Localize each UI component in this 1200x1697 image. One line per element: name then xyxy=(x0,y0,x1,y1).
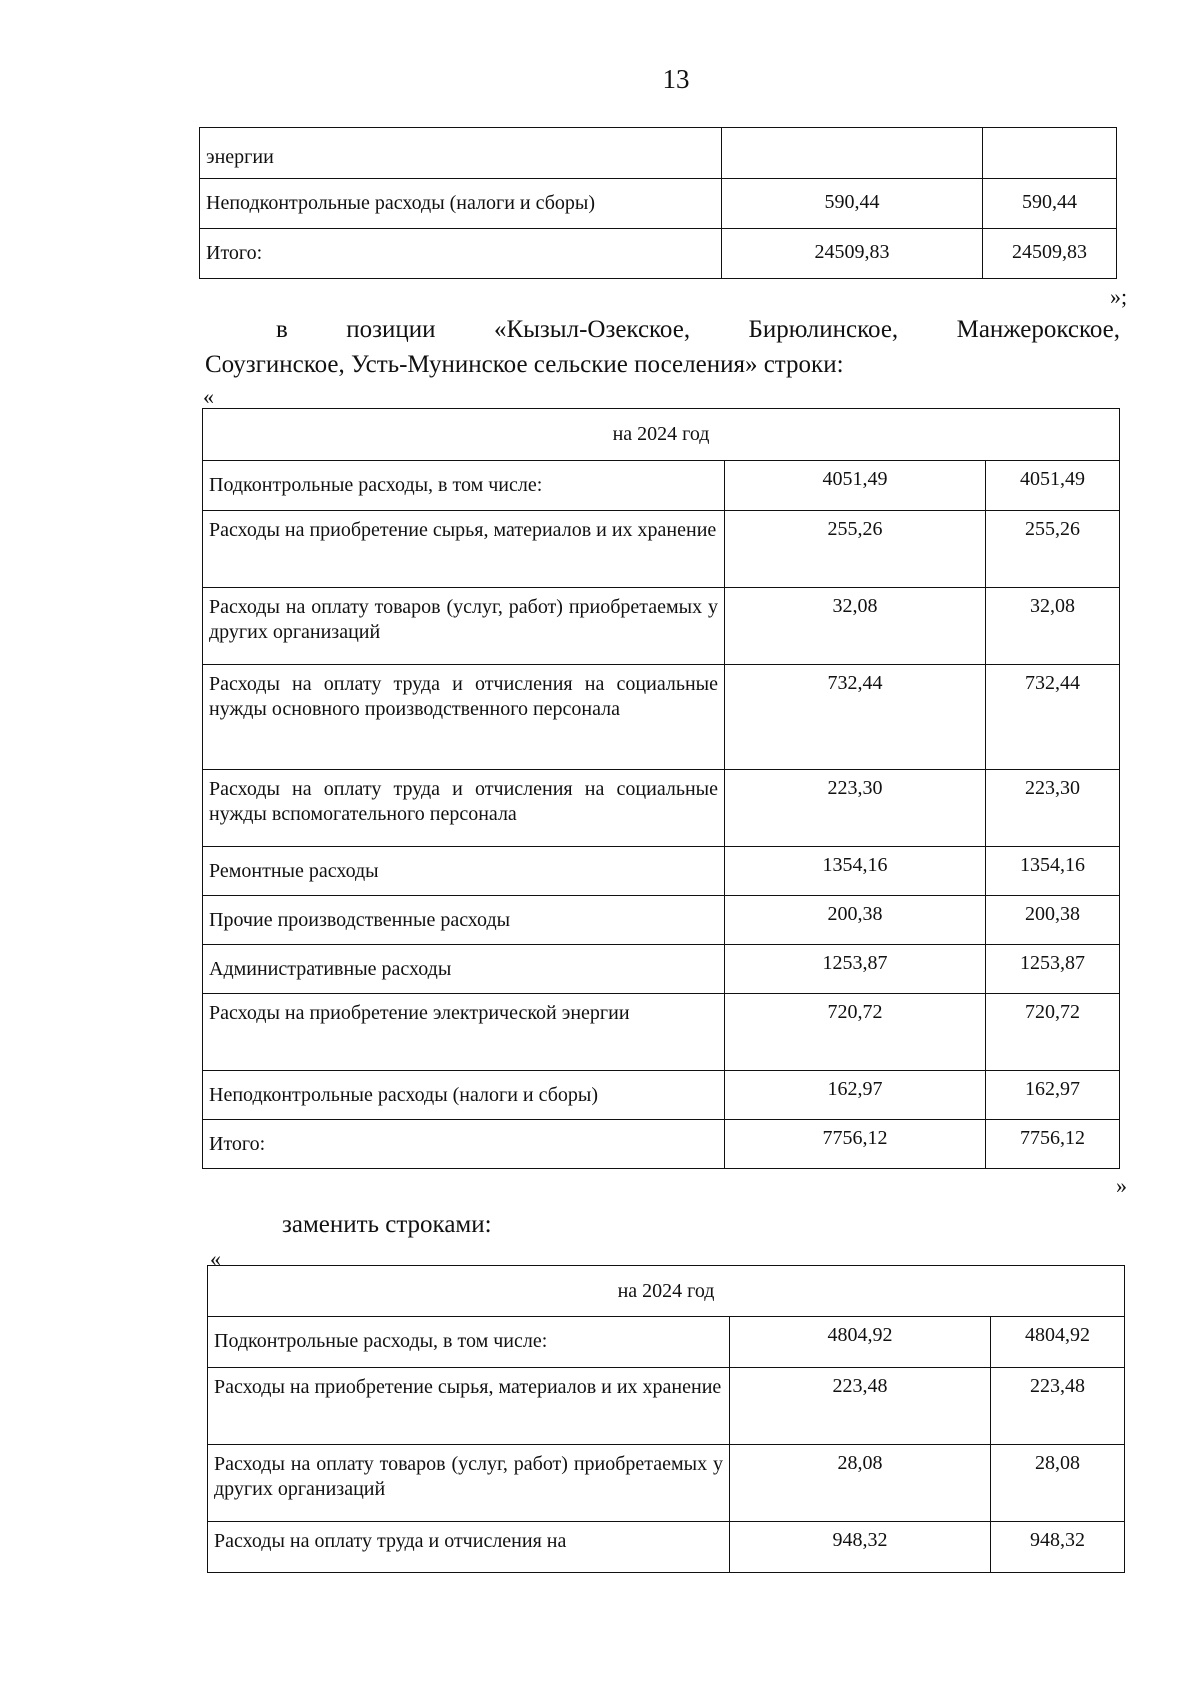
table-header: на 2024 год xyxy=(208,1266,1125,1317)
value-cell: 255,26 xyxy=(725,511,986,588)
value-cell: 720,72 xyxy=(986,994,1120,1071)
row-label: Расходы на оплату труда и отчисления на социальные нужды основного производственного персонала xyxy=(203,665,725,770)
row-label: Неподконтрольные расходы (налоги и сборы) xyxy=(203,1071,725,1120)
table-row xyxy=(200,179,1117,229)
table-old-values xyxy=(202,408,1120,1169)
row-label: Административные расходы xyxy=(203,945,725,994)
value-cell: 24509,83 xyxy=(722,229,983,279)
value-cell: 1354,16 xyxy=(725,847,986,896)
closing-quote: »; xyxy=(1110,284,1128,309)
table-row xyxy=(203,994,1120,1071)
paragraph-line: Соузгинское, Усть-Мунинское сельские поселения» строки: xyxy=(205,351,844,378)
page-number: 13 xyxy=(662,64,690,94)
value-cell: 223,30 xyxy=(986,770,1120,847)
value-cell: 7756,12 xyxy=(986,1120,1120,1169)
value-cell: 1253,87 xyxy=(725,945,986,994)
table-row xyxy=(200,128,1117,179)
paragraph-line: заменить строками: xyxy=(282,1211,492,1238)
value-cell: 162,97 xyxy=(986,1071,1120,1120)
table-new-values xyxy=(207,1265,1125,1573)
table-row xyxy=(203,665,1120,770)
table-header-row xyxy=(208,1266,1125,1317)
row-label: Подконтрольные расходы, в том числе: xyxy=(208,1317,730,1368)
row-label: Итого: xyxy=(200,229,722,279)
value-cell: 200,38 xyxy=(986,896,1120,945)
row-label: Расходы на оплату труда и отчисления на социальные нужды вспомогательного персонала xyxy=(203,770,725,847)
row-label: Ремонтные расходы xyxy=(203,847,725,896)
value-cell: 223,30 xyxy=(725,770,986,847)
row-label: Подконтрольные расходы, в том числе: xyxy=(203,461,725,511)
value-cell: 28,08 xyxy=(991,1445,1125,1522)
value-cell xyxy=(722,128,983,179)
opening-quote: « xyxy=(210,1246,221,1271)
row-label: Расходы на оплату товаров (услуг, работ) приобретаемых у других организаций xyxy=(208,1445,730,1522)
value-cell: 590,44 xyxy=(722,179,983,229)
value-cell: 732,44 xyxy=(725,665,986,770)
value-cell: 223,48 xyxy=(991,1368,1125,1445)
value-cell: 732,44 xyxy=(986,665,1120,770)
value-cell: 948,32 xyxy=(730,1522,991,1573)
value-cell: 4804,92 xyxy=(991,1317,1125,1368)
value-cell xyxy=(983,128,1117,179)
table-row xyxy=(203,588,1120,665)
table-row xyxy=(203,1120,1120,1169)
table-row xyxy=(208,1522,1125,1573)
table-row xyxy=(200,229,1117,279)
row-label: Прочие производственные расходы xyxy=(203,896,725,945)
value-cell: 4051,49 xyxy=(986,461,1120,511)
table-row xyxy=(203,511,1120,588)
table-header-row xyxy=(203,409,1120,461)
table-row xyxy=(208,1317,1125,1368)
value-cell: 948,32 xyxy=(991,1522,1125,1573)
table-header: на 2024 год xyxy=(203,409,1120,461)
table-continuation xyxy=(199,127,1117,279)
row-label: Расходы на оплату товаров (услуг, работ) приобретаемых у других организаций xyxy=(203,588,725,665)
table-row xyxy=(203,461,1120,511)
value-cell: 28,08 xyxy=(730,1445,991,1522)
closing-quote: » xyxy=(1116,1173,1127,1198)
value-cell: 590,44 xyxy=(983,179,1117,229)
opening-quote: « xyxy=(203,384,214,409)
value-cell: 4051,49 xyxy=(725,461,986,511)
paragraph-line: в позиции «Кызыл-Озекское, Бирюлинское, Манжерокское, xyxy=(276,316,1120,343)
value-cell: 1253,87 xyxy=(986,945,1120,994)
value-cell: 1354,16 xyxy=(986,847,1120,896)
value-cell: 162,97 xyxy=(725,1071,986,1120)
value-cell: 32,08 xyxy=(725,588,986,665)
value-cell: 255,26 xyxy=(986,511,1120,588)
table-row xyxy=(203,1071,1120,1120)
value-cell: 4804,92 xyxy=(730,1317,991,1368)
row-label: Расходы на приобретение электрической энергии xyxy=(203,994,725,1071)
table-row xyxy=(203,896,1120,945)
table-row xyxy=(203,945,1120,994)
row-label: Расходы на приобретение сырья, материалов и их хранение xyxy=(208,1368,730,1445)
row-label: энергии xyxy=(200,128,722,179)
table-row xyxy=(208,1445,1125,1522)
row-label: Итого: xyxy=(203,1120,725,1169)
value-cell: 7756,12 xyxy=(725,1120,986,1169)
value-cell: 32,08 xyxy=(986,588,1120,665)
row-label: Расходы на приобретение сырья, материалов и их хранение xyxy=(203,511,725,588)
table-row xyxy=(203,847,1120,896)
row-label: Расходы на оплату труда и отчисления на xyxy=(208,1522,730,1573)
value-cell: 720,72 xyxy=(725,994,986,1071)
table-row xyxy=(203,770,1120,847)
value-cell: 24509,83 xyxy=(983,229,1117,279)
value-cell: 223,48 xyxy=(730,1368,991,1445)
table-row xyxy=(208,1368,1125,1445)
value-cell: 200,38 xyxy=(725,896,986,945)
row-label: Неподконтрольные расходы (налоги и сборы) xyxy=(200,179,722,229)
